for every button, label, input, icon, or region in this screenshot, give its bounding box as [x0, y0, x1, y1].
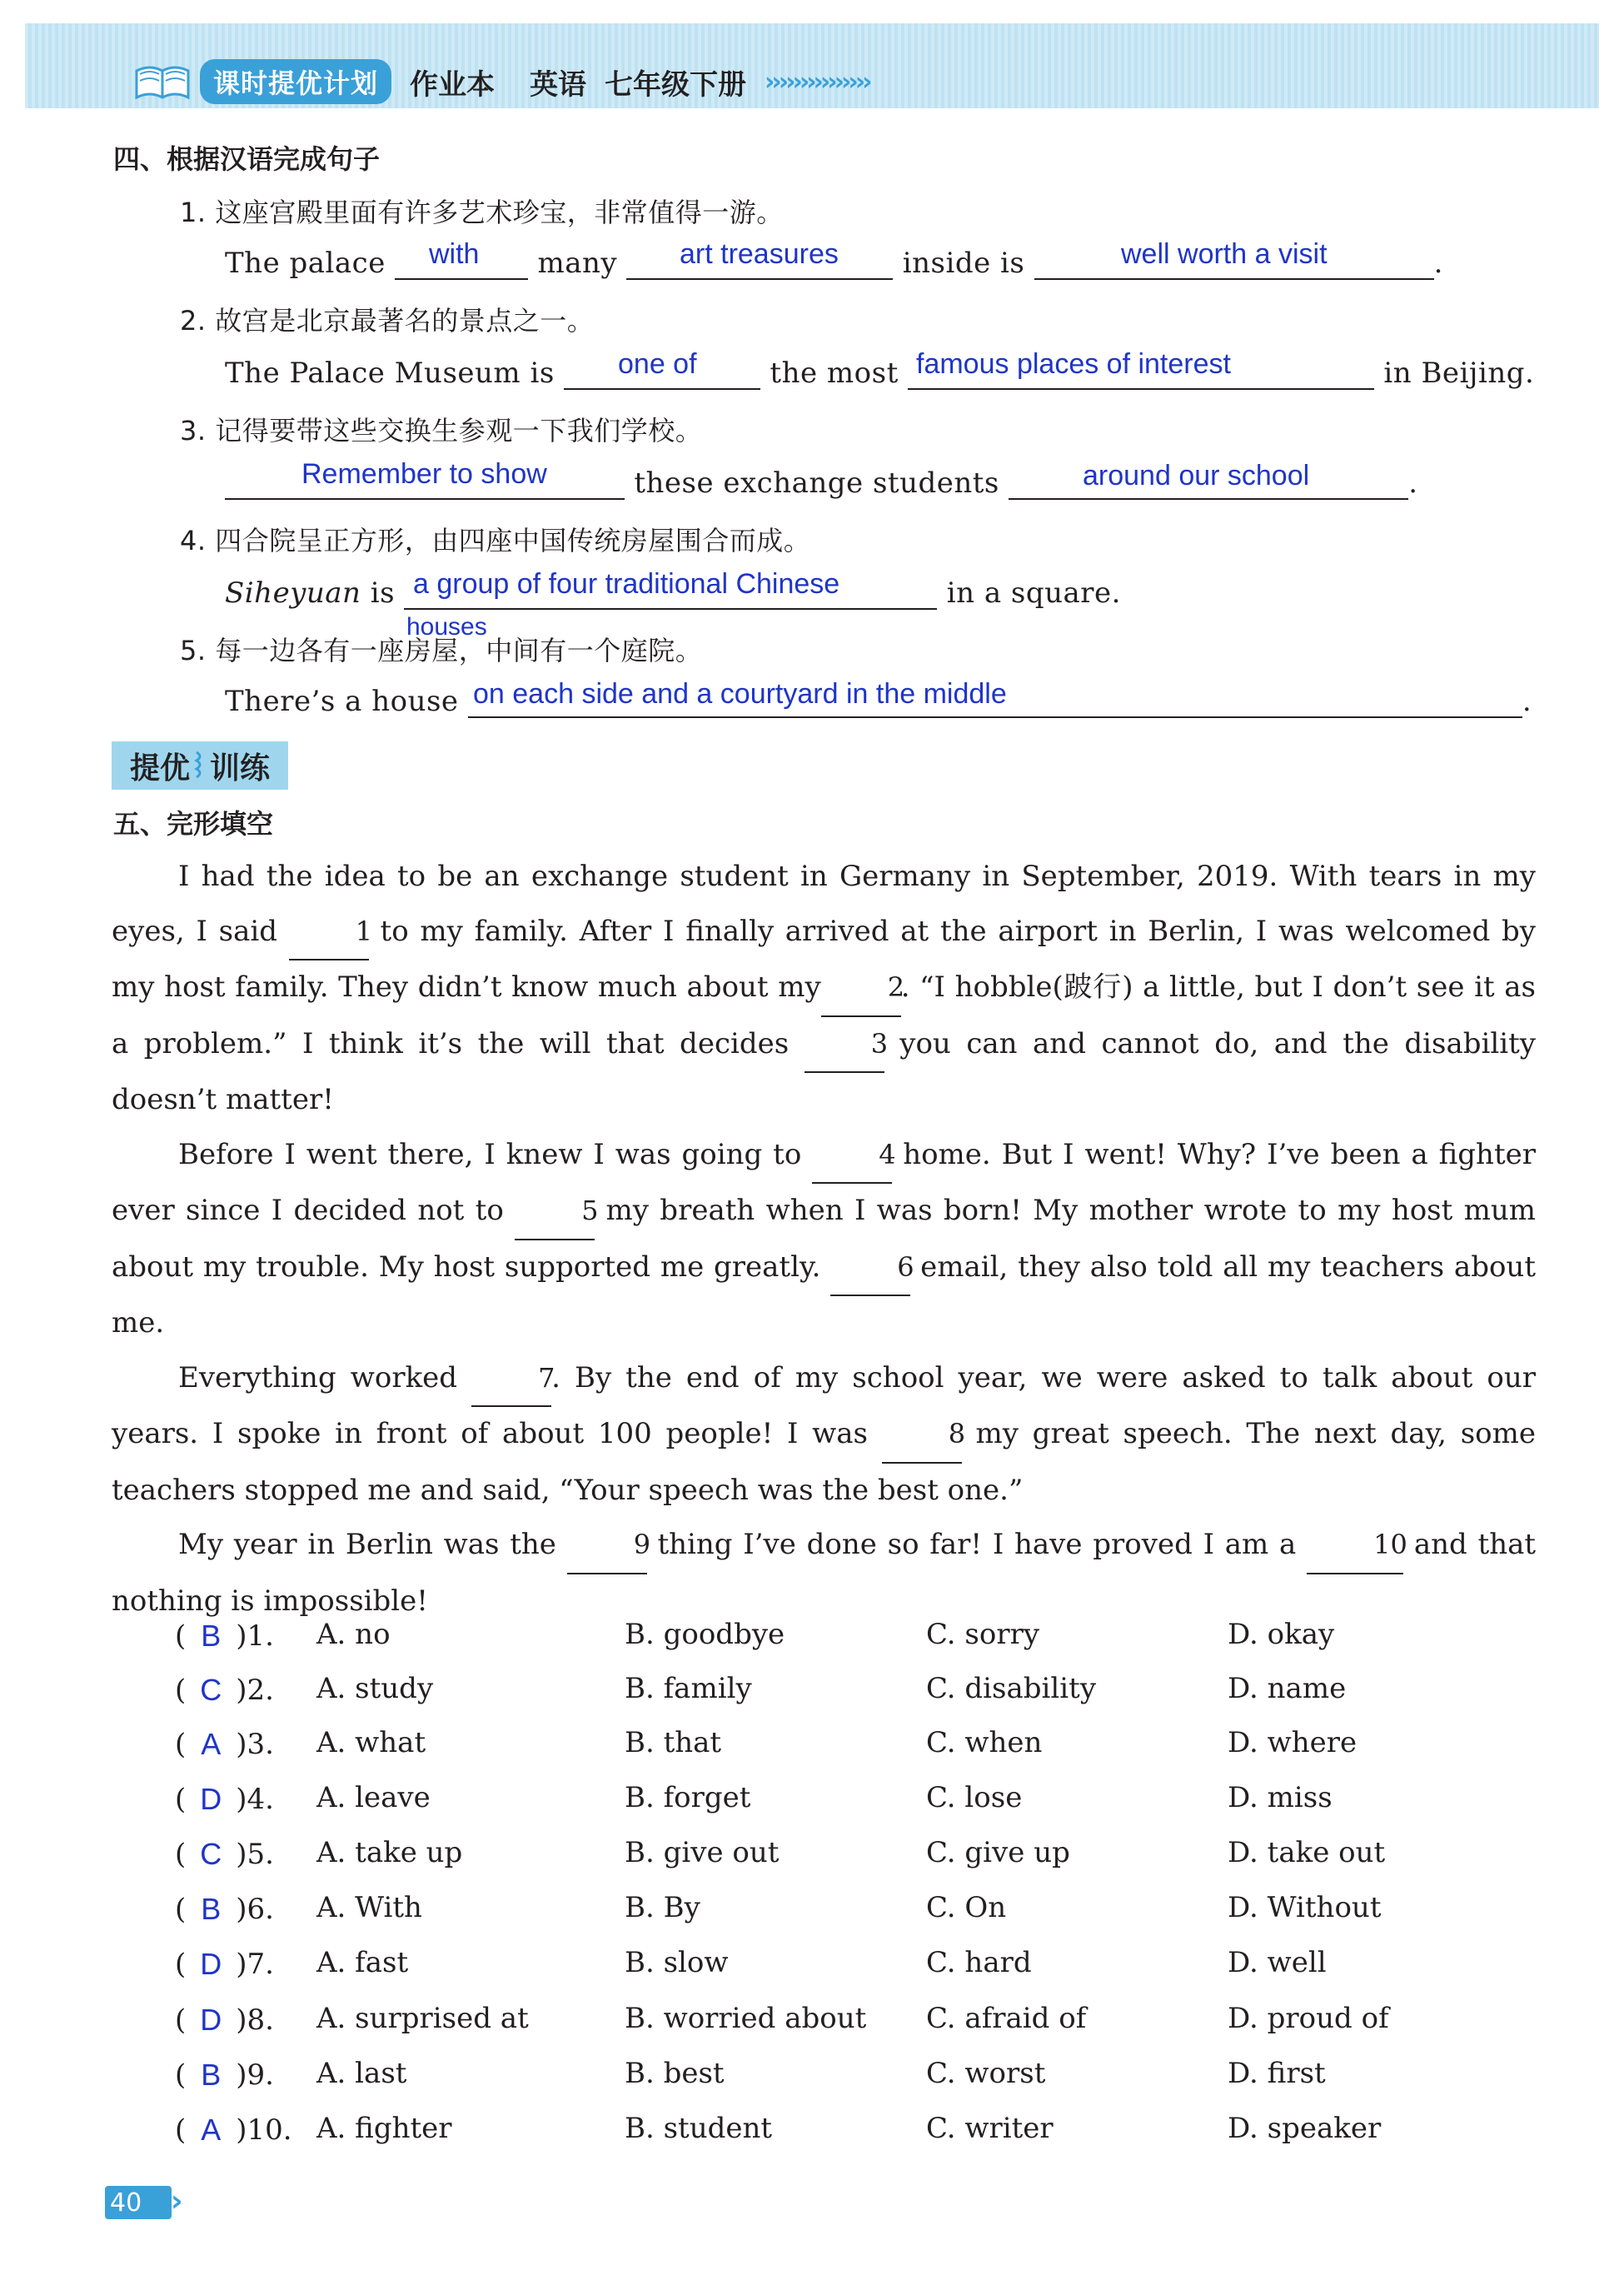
- choice-question: [175, 1611, 1541, 1661]
- open-book-icon: [133, 61, 192, 102]
- option-b: B. forget: [625, 1781, 751, 1814]
- cloze-blank: 7: [471, 1351, 551, 1408]
- handwritten-answer: a group of four traditional Chinese: [413, 568, 840, 600]
- choice-question: [175, 1774, 1541, 1824]
- option-b: B. best: [625, 2057, 725, 2090]
- question-number: 6.: [247, 1893, 274, 1926]
- question-number: 10.: [247, 2113, 292, 2147]
- option-a: A. surprised at: [316, 2002, 529, 2035]
- selected-answer: A: [201, 1727, 222, 1761]
- cloze-blank: 3: [805, 1017, 884, 1074]
- q4-3-english: these exchange students .: [225, 466, 1418, 500]
- choice-question: [175, 1884, 1541, 1934]
- option-c: C. hard: [926, 1946, 1032, 1979]
- question-number: 5.: [247, 1838, 274, 1871]
- answer-paren: ( B ) 9.: [175, 2058, 274, 2092]
- cloze-paragraph: Before I went there, I knew I was going to 4 home. But I went! Why? I’ve been a fighter ever since I decided not to 5 my breath when I was born! My mother wrote to my host mum about my trouble. My host supported me greatly. 6 email, they also told all my teachers about me.: [112, 1128, 1536, 1351]
- handwritten-answer: around our school: [1083, 460, 1310, 491]
- option-a: A. fighter: [316, 2112, 452, 2145]
- question-number: 9.: [247, 2058, 274, 2092]
- cloze-blank: 8: [882, 1407, 962, 1464]
- option-a: A. last: [316, 2057, 407, 2090]
- choice-question: [175, 1939, 1541, 1989]
- selected-answer: C: [200, 1673, 222, 1707]
- header: [133, 58, 869, 105]
- grade: 七年级下册: [605, 67, 747, 102]
- option-d: D. name: [1228, 1672, 1347, 1705]
- cloze-blank: 1: [289, 905, 369, 961]
- page-number: 40: [105, 2186, 172, 2219]
- cloze-passage: [112, 850, 1536, 1629]
- handwritten-answer-cont: houses: [406, 613, 487, 641]
- q4-3-chinese: 3. 记得要带这些交换生参观一下我们学校。: [180, 415, 703, 447]
- answer-paren: ( A ) 3.: [175, 1727, 274, 1761]
- choice-question: [175, 1995, 1541, 2045]
- option-b: B. slow: [625, 1946, 729, 1979]
- option-b: B. worried about: [625, 2002, 867, 2035]
- q4-4-english: Siheyuan is in a square.: [225, 576, 1121, 610]
- option-d: D. speaker: [1228, 2112, 1382, 2145]
- cloze-blank: 4: [812, 1128, 892, 1185]
- question-number: 2.: [247, 1674, 274, 1707]
- option-c: C. when: [926, 1726, 1043, 1759]
- answer-paren: ( D ) 7.: [175, 1947, 274, 1981]
- question-number: 3.: [247, 1728, 274, 1761]
- q4-1-english: The palace many inside is .: [225, 247, 1443, 280]
- handwritten-answer: one of: [618, 348, 697, 380]
- option-d: D. Without: [1228, 1891, 1382, 1924]
- handwritten-answer: well worth a visit: [1121, 238, 1328, 270]
- option-a: A. leave: [316, 1781, 431, 1814]
- selected-answer: C: [200, 1837, 222, 1871]
- selected-answer: B: [201, 1892, 222, 1926]
- option-b: B. student: [625, 2112, 773, 2145]
- selected-answer: D: [200, 2003, 222, 2037]
- answer-paren: ( A ) 10.: [175, 2113, 292, 2147]
- option-c: C. give up: [926, 1836, 1070, 1869]
- cloze-blank: 5: [515, 1184, 595, 1240]
- choice-question: [175, 2105, 1541, 2155]
- option-d: D. miss: [1228, 1781, 1333, 1814]
- option-d: D. proud of: [1228, 2002, 1389, 2035]
- cloze-blank: 10: [1307, 1518, 1403, 1574]
- series-logo: [133, 59, 391, 104]
- option-d: D. where: [1228, 1726, 1357, 1759]
- option-c: C. worst: [926, 2057, 1046, 2090]
- option-a: A. study: [316, 1672, 434, 1705]
- option-b: B. goodbye: [625, 1618, 785, 1651]
- answer-paren: ( B ) 6.: [175, 1892, 274, 1926]
- chevrons-icon: ›››››››››››››››: [765, 67, 869, 97]
- option-a: A. With: [316, 1891, 422, 1924]
- selected-answer: D: [200, 1947, 222, 1981]
- choice-question: [175, 1719, 1541, 1769]
- training-badge: 提优 训练: [112, 741, 288, 790]
- question-number: 7.: [247, 1948, 274, 1981]
- handwritten-answer: with: [429, 238, 480, 270]
- selected-answer: B: [201, 2058, 222, 2092]
- subject: 英语: [530, 67, 587, 102]
- choice-question: [175, 1665, 1541, 1715]
- cloze-blank: 6: [830, 1240, 910, 1297]
- question-number: 1.: [247, 1619, 274, 1653]
- question-number: 8.: [247, 2003, 274, 2037]
- option-b: B. that: [625, 1726, 722, 1759]
- answer-paren: ( B ) 1.: [175, 1619, 274, 1653]
- answer-paren: ( D ) 4.: [175, 1782, 274, 1816]
- option-a: A. what: [316, 1726, 426, 1759]
- series-title: 课时提优计划: [200, 59, 391, 104]
- option-b: B. family: [625, 1672, 752, 1705]
- q4-2-english: The Palace Museum is the most in Beijing.: [225, 357, 1535, 390]
- option-a: A. fast: [316, 1946, 409, 1979]
- q4-2-chinese: 2. 故宫是北京最著名的景点之一。: [180, 305, 595, 337]
- question-number: 4.: [247, 1783, 274, 1816]
- cloze-paragraph: Everything worked 7. By the end of my school year, we were asked to talk about our years. I spoke in front of about 100 people! I was 8 my great speech. The next day, some teachers stopped me and said, “Your speech was the best one.”: [112, 1351, 1536, 1519]
- choice-question: [175, 1829, 1541, 1879]
- option-c: C. sorry: [926, 1618, 1040, 1651]
- option-c: C. disability: [926, 1672, 1097, 1705]
- chevron-right-icon: ››: [158, 2184, 183, 2218]
- section4-title: 四、根据汉语完成句子: [113, 143, 381, 175]
- option-b: B. give out: [625, 1836, 780, 1869]
- option-d: D. take out: [1228, 1836, 1386, 1869]
- option-c: C. afraid of: [926, 2002, 1087, 2035]
- wave-icon: [193, 750, 207, 781]
- option-b: B. By: [625, 1891, 700, 1924]
- handwritten-answer: Remember to show: [301, 458, 547, 490]
- q4-1-chinese: 1. 这座宫殿里面有许多艺术珍宝，非常值得一游。: [180, 197, 784, 228]
- answer-paren: ( D ) 8.: [175, 2003, 274, 2037]
- book-type: 作业本: [410, 67, 496, 102]
- section5-title: 五、完形填空: [113, 808, 274, 840]
- handwritten-answer: on each side and a courtyard in the middle: [473, 678, 1007, 710]
- selected-answer: B: [201, 1619, 222, 1653]
- cloze-paragraph: My year in Berlin was the 9 thing I’ve done so far! I have proved I am a 10 and that nothing is impossible!: [112, 1518, 1536, 1629]
- q4-5-chinese: 5. 每一边各有一座房屋，中间有一个庭院。: [180, 635, 703, 666]
- option-a: A. no: [316, 1618, 391, 1651]
- handwritten-answer: famous places of interest: [916, 348, 1231, 380]
- cloze-blank: 2: [821, 960, 901, 1017]
- answer-paren: ( C ) 5.: [175, 1837, 274, 1871]
- answer-paren: ( C ) 2.: [175, 1673, 274, 1707]
- cloze-paragraph: I had the idea to be an exchange student in Germany in September, 2019. With tears in my eyes, I said 1 to my family. After I finally arrived at the airport in Berlin, I was welcomed by my host family. They didn’t know much about my 2. “I hobble(跛行) a little, but I don’t see it as a problem.” I think it’s the will that decides 3 you can and cannot do, and the disability doesn’t matter!: [112, 860, 1537, 1116]
- option-c: C. lose: [926, 1781, 1023, 1814]
- option-d: D. first: [1228, 2057, 1326, 2090]
- q4-4-chinese: 4. 四合院呈正方形，由四座中国传统房屋围合而成。: [180, 525, 811, 556]
- choice-question: [175, 2050, 1541, 2100]
- selected-answer: D: [200, 1782, 222, 1816]
- option-c: C. writer: [926, 2112, 1054, 2145]
- option-d: D. well: [1228, 1946, 1327, 1979]
- option-d: D. okay: [1228, 1618, 1335, 1651]
- q4-5-english: There’s a house .: [225, 685, 1532, 718]
- cloze-blank: 9: [567, 1518, 647, 1574]
- option-c: C. On: [926, 1891, 1007, 1924]
- option-a: A. take up: [316, 1836, 463, 1869]
- selected-answer: A: [201, 2113, 222, 2147]
- handwritten-answer: art treasures: [680, 238, 839, 270]
